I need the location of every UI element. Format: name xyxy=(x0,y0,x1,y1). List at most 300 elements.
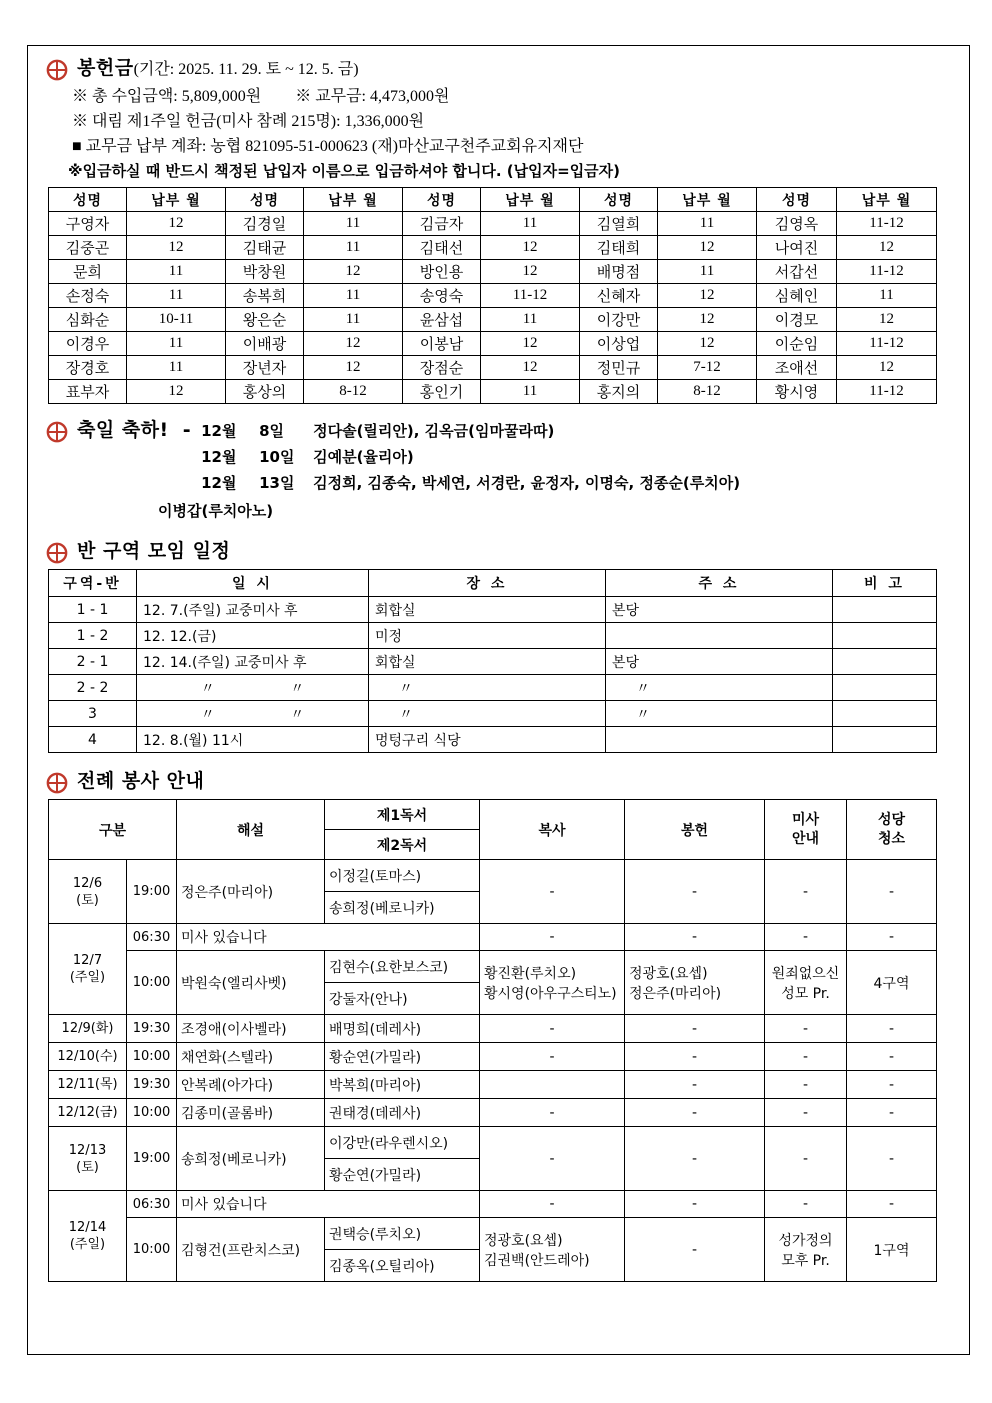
feast-row xyxy=(201,418,740,444)
district-header-row xyxy=(49,570,937,597)
table-row xyxy=(49,649,937,675)
liturgy-readings-cell: 황순연(가밀라) xyxy=(325,1043,480,1071)
offering-advent-line: ※ 대림 제1주일 헌금(미사 참례 215명): 1,336,000원 xyxy=(72,113,425,130)
offering-name-cell: 홍상의 xyxy=(226,380,304,404)
district-zone-cell: 1 - 1 xyxy=(49,597,137,623)
liturgy-server-cell: - xyxy=(480,1191,625,1218)
district-place-cell: 멍텅구리 식당 xyxy=(369,727,606,753)
liturgy-cleaning-cell: - xyxy=(847,860,937,924)
liturgy-guide-cell: - xyxy=(765,924,847,951)
table-row xyxy=(49,1127,937,1191)
district-address-cell: 〃 xyxy=(606,701,833,727)
district-schedule-table xyxy=(48,569,937,753)
district-note-cell xyxy=(833,675,937,701)
liturgy-offering-cell: - xyxy=(625,1043,765,1071)
offering-month-cell: 11-12 xyxy=(837,212,937,236)
offering-name-cell: 송영숙 xyxy=(403,284,481,308)
liturgy-guide-cell: - xyxy=(765,1071,847,1099)
offering-month-cell: 11-12 xyxy=(837,260,937,284)
liturgy-offering-cell xyxy=(625,951,765,1015)
offering-col-month-1: 납부 월 xyxy=(127,188,226,212)
liturgy-cell-line: 황시영(아우구스티노) xyxy=(484,985,617,1002)
liturgy-commentary-cell: 박원숙(엘리사벳) xyxy=(177,951,325,1015)
offering-month-cell: 12 xyxy=(127,236,226,260)
liturgy-reading-line: 이강만(라우렌시오) xyxy=(325,1127,479,1159)
cross-circle-icon xyxy=(46,542,68,564)
offering-name-cell: 황시영 xyxy=(757,380,837,404)
offering-names-table xyxy=(48,187,937,404)
liturgy-reading-line: 김현수(요한보스코) xyxy=(325,951,479,983)
liturgy-reading-line: 김종옥(오틸리아) xyxy=(329,1258,435,1275)
offering-col-name-1: 성명 xyxy=(49,188,127,212)
district-place-cell: 회합실 xyxy=(369,597,606,623)
liturgy-time-cell: 10:00 xyxy=(127,1099,177,1127)
liturgy-cleaning-cell: - xyxy=(847,1015,937,1043)
liturgy-offering-cell: - xyxy=(625,1218,765,1282)
offering-name-cell: 이순임 xyxy=(757,332,837,356)
liturgy-cell-line: 황진환(루치오) xyxy=(484,965,577,982)
offering-name-cell: 장년자 xyxy=(226,356,304,380)
offering-month-cell: 11 xyxy=(658,212,757,236)
feast-row xyxy=(201,444,740,470)
offering-name-cell: 방인용 xyxy=(403,260,481,284)
liturgy-time-cell: 19:00 xyxy=(127,860,177,924)
district-note-cell xyxy=(833,701,937,727)
table-row xyxy=(49,284,937,308)
offering-col-name-5: 성명 xyxy=(757,188,837,212)
liturgy-offering-cell: - xyxy=(625,860,765,924)
feast-dash: - xyxy=(182,419,192,441)
table-row xyxy=(49,332,937,356)
offering-name-cell: 김경일 xyxy=(226,212,304,236)
table-row xyxy=(49,675,937,701)
offering-month-cell: 11 xyxy=(127,260,226,284)
liturgy-cell-line: 12/7 xyxy=(72,953,103,968)
liturgy-server-cell: - xyxy=(480,1127,625,1191)
liturgy-cell-line: (주일) xyxy=(69,1237,106,1252)
district-col-datetime: 일 시 xyxy=(137,570,369,597)
liturgy-mass-note-cell: 미사 있습니다 xyxy=(177,924,480,951)
liturgy-cell-line: 12/6 xyxy=(72,875,103,891)
offering-table-body xyxy=(49,212,937,404)
district-col-address: 주 소 xyxy=(606,570,833,597)
offering-name-cell: 김금자 xyxy=(403,212,481,236)
liturgy-offering-cell: - xyxy=(625,1015,765,1043)
offering-name-cell: 이경모 xyxy=(757,308,837,332)
offering-dues: ※ 교무금: 4,473,000원 xyxy=(295,88,450,105)
offering-month-cell: 12 xyxy=(658,284,757,308)
liturgy-guide-cell: - xyxy=(765,1099,847,1127)
offering-month-cell: 11 xyxy=(481,212,580,236)
liturgy-offering-cell: - xyxy=(625,924,765,951)
liturgy-cleaning-cell: 1구역 xyxy=(847,1218,937,1282)
district-address-cell xyxy=(606,727,833,753)
district-place-cell: 〃 xyxy=(369,701,606,727)
offering-title: 봉헌금 xyxy=(77,57,134,79)
liturgy-cell-line: 정은주(마리아) xyxy=(629,985,722,1002)
liturgy-col-division: 구분 xyxy=(49,800,177,860)
offering-name-cell: 표부자 xyxy=(49,380,127,404)
district-address-cell: 〃 xyxy=(606,675,833,701)
district-note-cell xyxy=(833,623,937,649)
district-note-cell xyxy=(833,649,937,675)
liturgy-date-cell: 12/12(금) xyxy=(49,1099,127,1127)
liturgy-col-offering: 봉헌 xyxy=(625,800,765,860)
liturgy-reading-line: 강둘자(안나) xyxy=(329,991,408,1008)
table-row xyxy=(49,623,937,649)
offering-name-cell: 조애선 xyxy=(757,356,837,380)
liturgy-commentary-cell: 김형건(프란치스코) xyxy=(177,1218,325,1282)
liturgy-cleaning-cell: - xyxy=(847,924,937,951)
feast-day: 13일 xyxy=(259,474,295,492)
liturgy-readings-cell: 배명희(데레사) xyxy=(325,1015,480,1043)
offering-month-cell: 11 xyxy=(304,308,403,332)
liturgy-title: 전례 봉사 안내 xyxy=(77,770,205,792)
offering-month-cell: 12 xyxy=(481,260,580,284)
liturgy-col-guide-line1: 미사 xyxy=(791,811,820,828)
offering-name-cell: 문희 xyxy=(49,260,127,284)
liturgy-cell-line: 김권백(안드레아) xyxy=(484,1252,590,1269)
liturgy-time-cell: 06:30 xyxy=(127,1191,177,1218)
liturgy-server-cell: - xyxy=(480,924,625,951)
offering-month-cell: 11 xyxy=(304,212,403,236)
offering-header-row xyxy=(49,188,937,212)
feast-continuation: 이병갑(루치아노) xyxy=(158,502,274,520)
liturgy-guide-cell xyxy=(765,1218,847,1282)
district-datetime-cell: 〃 〃 xyxy=(137,701,369,727)
offering-month-cell: 12 xyxy=(127,380,226,404)
offering-name-cell: 심화순 xyxy=(49,308,127,332)
liturgy-header-row-1 xyxy=(49,800,937,830)
offering-name-cell: 서갑선 xyxy=(757,260,837,284)
liturgy-guide-cell: - xyxy=(765,1127,847,1191)
offering-name-cell: 김태균 xyxy=(226,236,304,260)
liturgy-cleaning-cell: - xyxy=(847,1043,937,1071)
district-datetime-cell: 12. 7.(주일) 교중미사 후 xyxy=(137,597,369,623)
offering-name-cell: 장경호 xyxy=(49,356,127,380)
offering-month-cell: 11 xyxy=(127,284,226,308)
liturgy-date-cell xyxy=(49,1127,127,1191)
liturgy-commentary-cell: 채연화(스텔라) xyxy=(177,1043,325,1071)
liturgy-cleaning-cell: - xyxy=(847,1099,937,1127)
liturgy-time-cell: 10:00 xyxy=(127,1043,177,1071)
offering-month-cell: 11 xyxy=(481,308,580,332)
liturgy-date-cell: 12/11(목) xyxy=(49,1071,127,1099)
liturgy-reading-line: 권택승(루치오) xyxy=(325,1218,479,1250)
offering-month-cell: 12 xyxy=(658,308,757,332)
section-liturgy xyxy=(46,769,951,1282)
cross-circle-icon xyxy=(46,59,68,81)
table-row xyxy=(49,260,937,284)
feast-names: 김정희, 김종숙, 박세연, 서경란, 윤정자, 이명숙, 정종순(루치아) xyxy=(313,474,741,492)
liturgy-commentary-cell: 송희정(베로니카) xyxy=(177,1127,325,1191)
liturgy-cell-line: 12/14 xyxy=(68,1220,107,1235)
liturgy-guide-cell xyxy=(765,951,847,1015)
offering-name-cell: 이강만 xyxy=(580,308,658,332)
offering-account-line: ■ 교무금 납부 계좌: 농협 821095-51-000623 (재)마산교구천주교회유지재단 xyxy=(72,138,584,155)
offering-name-cell: 김태희 xyxy=(580,236,658,260)
liturgy-server-cell xyxy=(480,1218,625,1282)
feast-month: 12월 xyxy=(201,422,237,440)
district-zone-cell: 4 xyxy=(49,727,137,753)
district-zone-cell: 2 - 2 xyxy=(49,675,137,701)
offering-month-cell: 12 xyxy=(127,212,226,236)
table-row xyxy=(49,212,937,236)
section-feast xyxy=(46,418,951,524)
offering-month-cell: 12 xyxy=(837,236,937,260)
offering-month-cell: 12 xyxy=(481,332,580,356)
offering-month-cell: 7-12 xyxy=(658,356,757,380)
district-address-cell xyxy=(606,623,833,649)
liturgy-reading-line: 이정길(토마스) xyxy=(325,860,479,892)
liturgy-col-reading1: 제1독서 xyxy=(325,800,480,830)
liturgy-date-cell: 12/10(수) xyxy=(49,1043,127,1071)
liturgy-cleaning-cell: 4구역 xyxy=(847,951,937,1015)
offering-notice-line: ※입금하실 때 반드시 책정된 납입자 이름으로 입금하셔야 합니다. (납입자=입금자) xyxy=(68,162,621,180)
liturgy-readings-cell: 권태경(데레사) xyxy=(325,1099,480,1127)
offering-name-cell: 박창원 xyxy=(226,260,304,284)
offering-name-cell: 신혜자 xyxy=(580,284,658,308)
offering-month-cell: 11 xyxy=(481,380,580,404)
offering-month-cell: 11 xyxy=(304,236,403,260)
district-zone-cell: 3 xyxy=(49,701,137,727)
liturgy-cell-line: 정광호(요셉) xyxy=(629,965,708,982)
liturgy-guide-cell: - xyxy=(765,860,847,924)
offering-col-month-3: 납부 월 xyxy=(481,188,580,212)
liturgy-server-cell xyxy=(480,1071,625,1099)
liturgy-commentary-cell: 조경애(이사벨라) xyxy=(177,1015,325,1043)
offering-name-cell: 송복희 xyxy=(226,284,304,308)
district-datetime-cell: 12. 14.(주일) 교중미사 후 xyxy=(137,649,369,675)
liturgy-date-cell xyxy=(49,860,127,924)
offering-month-cell: 11 xyxy=(304,284,403,308)
offering-total-line xyxy=(72,84,951,109)
offering-col-name-4: 성명 xyxy=(580,188,658,212)
table-row xyxy=(49,356,937,380)
offering-name-cell: 김중곤 xyxy=(49,236,127,260)
liturgy-readings-cell xyxy=(325,1218,480,1282)
liturgy-col-cleaning-line2: 청소 xyxy=(877,830,906,847)
offering-name-cell: 이경우 xyxy=(49,332,127,356)
district-place-cell: 〃 xyxy=(369,675,606,701)
offering-month-cell: 12 xyxy=(481,356,580,380)
offering-name-cell: 손정숙 xyxy=(49,284,127,308)
liturgy-cell-line: 성가정의 xyxy=(778,1232,833,1249)
offering-title-wrap xyxy=(77,56,359,82)
liturgy-guide-cell: - xyxy=(765,1043,847,1071)
district-datetime-cell: 〃 〃 xyxy=(137,675,369,701)
district-address-cell: 본당 xyxy=(606,597,833,623)
offering-month-cell: 10-11 xyxy=(127,308,226,332)
offering-month-cell: 11-12 xyxy=(837,380,937,404)
liturgy-server-cell: - xyxy=(480,1043,625,1071)
district-place-cell: 미정 xyxy=(369,623,606,649)
liturgy-cell-line: (토) xyxy=(76,1159,99,1175)
liturgy-guide-cell: - xyxy=(765,1191,847,1218)
district-datetime-cell: 12. 8.(월) 11시 xyxy=(137,727,369,753)
offering-name-cell: 장점순 xyxy=(403,356,481,380)
liturgy-col-reading2: 제2독서 xyxy=(325,830,480,860)
table-row xyxy=(49,1043,937,1071)
offering-name-cell: 윤삼섭 xyxy=(403,308,481,332)
liturgy-cleaning-cell: - xyxy=(847,1071,937,1099)
offering-name-cell: 홍지의 xyxy=(580,380,658,404)
offering-col-month-2: 납부 월 xyxy=(304,188,403,212)
offering-month-cell: 11 xyxy=(658,260,757,284)
liturgy-offering-cell: - xyxy=(625,1071,765,1099)
offering-name-cell: 김태선 xyxy=(403,236,481,260)
feast-names: 김예분(율리아) xyxy=(313,448,414,466)
liturgy-server-cell xyxy=(480,951,625,1015)
offering-period: (기간: 2025. 11. 29. 토 ~ 12. 5. 금) xyxy=(133,61,359,78)
liturgy-col-guide-line2: 안내 xyxy=(791,830,820,847)
offering-name-cell: 왕은순 xyxy=(226,308,304,332)
district-address-cell: 본당 xyxy=(606,649,833,675)
table-row xyxy=(49,597,937,623)
liturgy-col-guide xyxy=(765,800,847,860)
feast-day: 8일 xyxy=(259,422,285,440)
section-heading-liturgy xyxy=(46,769,951,794)
liturgy-commentary-cell: 정은주(마리아) xyxy=(177,860,325,924)
offering-name-cell: 배명점 xyxy=(580,260,658,284)
district-col-note: 비 고 xyxy=(833,570,937,597)
offering-month-cell: 11 xyxy=(837,284,937,308)
district-datetime-cell: 12. 12.(금) xyxy=(137,623,369,649)
offering-name-cell: 심혜인 xyxy=(757,284,837,308)
cross-circle-icon xyxy=(46,421,68,443)
liturgy-time-cell: 19:30 xyxy=(127,1071,177,1099)
offering-month-cell: 11 xyxy=(127,332,226,356)
liturgy-commentary-cell: 김종미(골롬바) xyxy=(177,1099,325,1127)
liturgy-reading-line: 송희정(베로니카) xyxy=(329,900,435,917)
offering-month-cell: 8-12 xyxy=(304,380,403,404)
feast-names: 정다솔(릴리안), 김옥금(임마꿀라따) xyxy=(313,422,555,440)
offering-name-cell: 구영자 xyxy=(49,212,127,236)
liturgy-date-cell: 12/9(화) xyxy=(49,1015,127,1043)
district-zone-cell: 2 - 1 xyxy=(49,649,137,675)
table-row xyxy=(49,701,937,727)
table-row xyxy=(49,1099,937,1127)
liturgy-readings-cell xyxy=(325,1127,480,1191)
liturgy-readings-cell: 박복희(마리아) xyxy=(325,1071,480,1099)
offering-month-cell: 11-12 xyxy=(837,332,937,356)
offering-month-cell: 12 xyxy=(658,236,757,260)
offering-month-cell: 12 xyxy=(481,236,580,260)
table-row xyxy=(49,1071,937,1099)
liturgy-offering-cell: - xyxy=(625,1191,765,1218)
liturgy-table-body xyxy=(49,860,937,1282)
table-row xyxy=(49,1015,937,1043)
liturgy-cell-line: 모후 Pr. xyxy=(781,1252,830,1269)
offering-name-cell: 홍인기 xyxy=(403,380,481,404)
liturgy-readings-cell xyxy=(325,860,480,924)
offering-name-cell: 이배광 xyxy=(226,332,304,356)
table-row xyxy=(49,308,937,332)
feast-month: 12월 xyxy=(201,474,237,492)
offering-name-cell: 김열희 xyxy=(580,212,658,236)
liturgy-server-cell: - xyxy=(480,860,625,924)
offering-month-cell: 11-12 xyxy=(481,284,580,308)
offering-name-cell: 나여진 xyxy=(757,236,837,260)
bulletin-page xyxy=(27,45,970,1355)
district-title: 반 구역 모임 일정 xyxy=(77,540,231,562)
table-row xyxy=(49,1218,937,1282)
liturgy-commentary-cell: 안복례(아가다) xyxy=(177,1071,325,1099)
offering-month-cell: 12 xyxy=(304,260,403,284)
offering-total-income: ※ 총 수입금액: 5,809,000원 xyxy=(72,88,262,105)
offering-col-name-3: 성명 xyxy=(403,188,481,212)
liturgy-service-table xyxy=(48,799,937,1282)
liturgy-server-cell: - xyxy=(480,1099,625,1127)
liturgy-date-cell xyxy=(49,924,127,1015)
feast-day: 10일 xyxy=(259,448,295,466)
liturgy-cell-line: (토) xyxy=(76,892,99,908)
district-col-zone: 구역-반 xyxy=(49,570,137,597)
feast-title: 축일 축하! xyxy=(77,419,169,441)
offering-month-cell: 12 xyxy=(658,332,757,356)
liturgy-offering-cell: - xyxy=(625,1127,765,1191)
district-table-body xyxy=(49,597,937,753)
offering-month-cell: 12 xyxy=(304,332,403,356)
liturgy-time-cell: 10:00 xyxy=(127,951,177,1015)
table-row xyxy=(49,380,937,404)
feast-rows xyxy=(201,418,740,496)
table-row xyxy=(49,924,937,951)
section-heading-district xyxy=(46,539,951,564)
liturgy-col-commentary: 해설 xyxy=(177,800,325,860)
liturgy-cleaning-cell: - xyxy=(847,1127,937,1191)
liturgy-cell-line: (주일) xyxy=(69,970,106,985)
liturgy-readings-cell xyxy=(325,951,480,1015)
offering-name-cell: 정민규 xyxy=(580,356,658,380)
offering-month-cell: 12 xyxy=(304,356,403,380)
section-heading-feast xyxy=(46,418,951,496)
feast-month: 12월 xyxy=(201,448,237,466)
liturgy-cell-line: 원죄없으신 xyxy=(771,965,840,982)
offering-month-cell: 8-12 xyxy=(658,380,757,404)
liturgy-date-cell xyxy=(49,1191,127,1282)
district-zone-cell: 1 - 2 xyxy=(49,623,137,649)
offering-month-cell: 11 xyxy=(127,356,226,380)
liturgy-cell-line: 정광호(요셉) xyxy=(484,1232,563,1249)
table-row xyxy=(49,1191,937,1218)
table-row xyxy=(49,236,937,260)
liturgy-offering-cell: - xyxy=(625,1099,765,1127)
liturgy-time-cell: 06:30 xyxy=(127,924,177,951)
offering-month-cell: 12 xyxy=(837,308,937,332)
offering-month-cell: 12 xyxy=(837,356,937,380)
liturgy-cell-line: 성모 Pr. xyxy=(781,985,830,1002)
liturgy-server-cell: - xyxy=(480,1015,625,1043)
district-note-cell xyxy=(833,597,937,623)
table-row xyxy=(49,727,937,753)
offering-name-cell: 김영옥 xyxy=(757,212,837,236)
liturgy-col-server: 복사 xyxy=(480,800,625,860)
district-col-place: 장 소 xyxy=(369,570,606,597)
liturgy-time-cell: 19:30 xyxy=(127,1015,177,1043)
offering-col-month-5: 납부 월 xyxy=(837,188,937,212)
cross-circle-icon xyxy=(46,772,68,794)
liturgy-col-cleaning xyxy=(847,800,937,860)
district-place-cell: 회합실 xyxy=(369,649,606,675)
table-row xyxy=(49,860,937,924)
section-district xyxy=(46,539,951,753)
offering-name-cell: 이상업 xyxy=(580,332,658,356)
district-note-cell xyxy=(833,727,937,753)
offering-name-cell: 이봉남 xyxy=(403,332,481,356)
offering-col-month-4: 납부 월 xyxy=(658,188,757,212)
liturgy-time-cell: 10:00 xyxy=(127,1218,177,1282)
